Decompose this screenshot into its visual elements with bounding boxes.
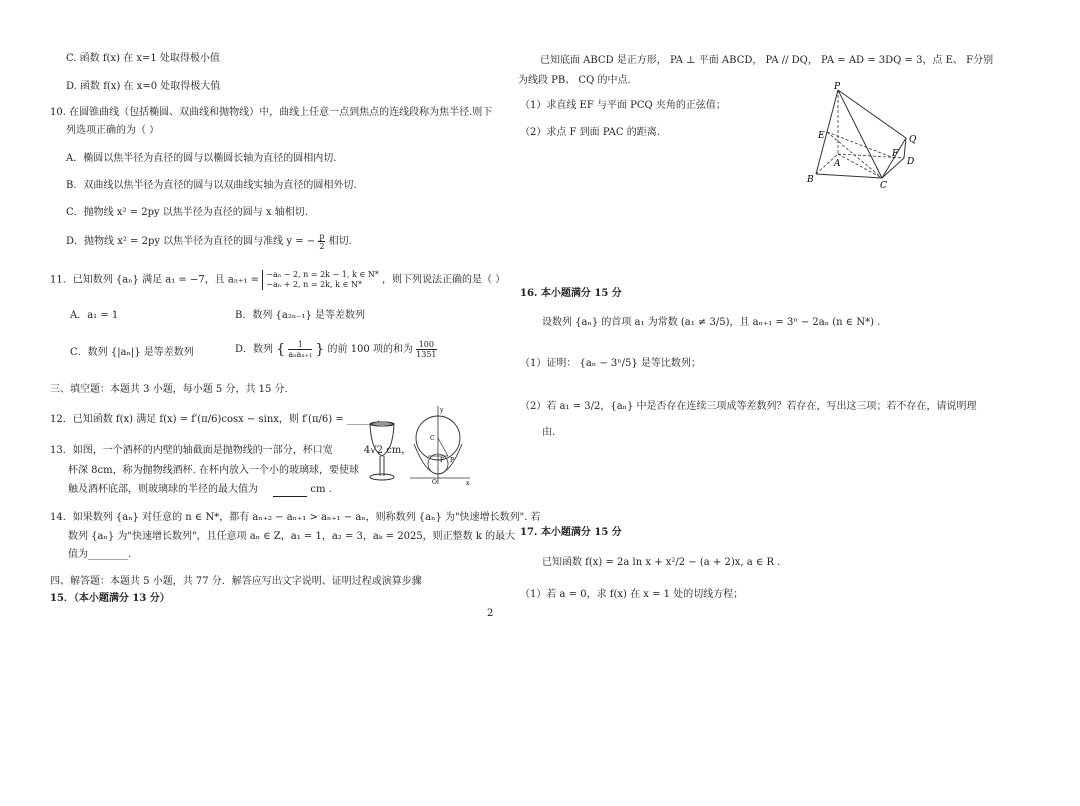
q10-option-b: B．双曲线以焦半径为直径的圆与以双曲线实轴为直径的圆相外切. <box>66 180 357 191</box>
q15-body-line1: 已知底面 ABCD 是正方形， PA ⊥ 平面 ABCD， PA // DQ， PA = AD = 3DQ = 3，点 E、 F分别 <box>540 55 994 66</box>
q15-part1: （1）求直线 EF 与平面 PCQ 夹角的正弦值； <box>520 100 726 111</box>
q16-body: 设数列 {aₙ} 的首项 a₁ 为常数 (a₁ ≠ 3/5)，且 aₙ₊₁ = 3ⁿ − 2aₙ (n ∈ N*) . <box>542 317 881 328</box>
figure-label-x: x <box>466 480 470 486</box>
q13-line1 <box>50 444 411 458</box>
q9-option-d: D. 函数 f(x) 在 x=0 处取得极大值 <box>66 81 221 92</box>
q17-body: 已知函数 f(x) = 2a ln x + x²/2 − (a + 2)x, a ∈ R . <box>542 557 781 568</box>
q15-body-line2: 为线段 PB、 CQ 的中点. <box>518 75 631 86</box>
solid-label-a: A <box>834 159 841 169</box>
q11-option-d-mid: 的前 100 项的和为 <box>327 344 413 355</box>
solid-label-q: Q <box>909 135 917 145</box>
solid-label-f: F <box>892 149 899 159</box>
q13-line3 <box>68 483 332 497</box>
q10-option-a: A．椭圆以焦半径为直径的圆与以椭圆长轴为直径的圆相内切. <box>66 153 337 164</box>
parabola-cross-section-figure <box>408 404 472 486</box>
q16-part1: （1）证明： {aₙ − 3ⁿ/5} 是等比数列； <box>520 358 701 369</box>
q13-answer-blank <box>273 486 307 497</box>
q13-unit: cm . <box>310 484 332 495</box>
q11-option-d-text: D．数列 <box>235 344 274 355</box>
solid-label-d: D <box>907 157 915 167</box>
q17-heading: 17. 本小题满分 15 分 <box>520 527 622 538</box>
solid-label-e: E <box>818 131 825 141</box>
q11-option-c: C．数列 {|aₙ|} 是等差数列 <box>70 347 194 358</box>
q11-case1: −aₙ − 2, n = 2k − 1, k ∈ N* <box>266 270 379 279</box>
p-over-2-fraction: $\frac{p}{2}$ <box>319 232 325 251</box>
q11-piecewise <box>262 270 379 290</box>
section3-heading: 三、填空题：本题共 3 小题，每小题 5 分，共 15 分. <box>50 384 288 395</box>
q11-stem-text: 11．已知数列 {aₙ} 满足 a₁ = −7，且 aₙ₊₁ = <box>50 274 260 286</box>
figure-label-p: P <box>450 457 455 464</box>
q11-stem <box>50 270 505 290</box>
solid-label-b: B <box>807 175 814 185</box>
q12: 12．已知函数 f(x) 满足 f(x) = f′(π/6)cosx − sinx，则 f′(π/6) = ______. <box>50 414 381 425</box>
q10-option-c: C．抛物线 x² = 2py 以焦半径为直径的圆与 x 轴相切. <box>66 207 308 218</box>
q11d-answer-fraction: $\frac{100}{1351}$ <box>416 340 437 359</box>
figure-label-f: F <box>440 457 445 464</box>
q16-part2: （2）若 a₁ = 3/2，{aₙ} 中是否存在连续三项成等差数列？若存在，写出这三项；若不存在，请说明理 <box>520 401 977 412</box>
section4-heading: 四、解答题：本题共 5 小题，共 77 分．解答应写出文字说明、证明过程或演算步骤 <box>50 576 422 587</box>
solid-label-p: P <box>834 82 841 92</box>
q11-option-b: B．数列 {a₂ₙ₋₁} 是等差数列 <box>235 310 366 321</box>
q10-stem-line1: 10. 在圆锥曲线（包括椭圆、双曲线和抛物线）中，曲线上任意一点到焦点的连线段称为焦半径.则下 <box>50 107 493 118</box>
q17-part1: （1）若 a = 0，求 f(x) 在 x = 1 处的切线方程； <box>520 589 744 600</box>
q9-option-c: C. 函数 f(x) 在 x=1 处取得极小值 <box>66 53 220 64</box>
q14-line3: 值为________. <box>68 549 132 560</box>
q10-option-d <box>66 232 352 251</box>
q14-line1: 14．如果数列 {aₙ} 对任意的 n ∈ N*，都有 aₙ₊₂ − aₙ₊₁ > aₙ₊₁ − aₙ，则称数列 {aₙ} 为"快速增长数列". 若 <box>50 512 541 523</box>
q11-option-d: D．数列 { $\frac{1}{\text{aₙaₙ₊₁}}$ } 的前 100 项的和为 $\frac{100}{1351}$ <box>235 340 437 359</box>
solid-label-c: C <box>880 181 887 190</box>
q11-stem-end: ，则下列说法正确的是（ ） <box>382 274 506 286</box>
q14-line2: 数列 {aₙ} 为"快速增长数列"，且任意项 aₙ ∈ Z，a₁ = 1，a₂ = 3，aₖ = 2025，则正整数 k 的最大 <box>68 531 516 542</box>
q13-line1-text: 13．如图，一个酒杯的内壁的轴截面是抛物线的一部分，杯口宽 <box>50 445 333 456</box>
q11-case2: −aₙ + 2, n = 2k, k ∈ N* <box>266 280 362 289</box>
q15-part2: （2）求点 F 到面 PAC 的距离. <box>520 127 660 138</box>
q10-stem-line2: 列选项正确的为（ ） <box>66 125 160 136</box>
pyramid-solid-figure <box>800 80 930 190</box>
q11-option-a: A．a₁ = 1 <box>70 310 119 321</box>
wine-glass-figure <box>364 420 400 482</box>
q15-heading: 15．（本小题满分 13 分） <box>50 593 170 604</box>
q10-option-d-text: D．抛物线 x² = 2py 以焦半径为直径的圆与准线 y = − <box>66 236 316 247</box>
q16-part2-end: 由. <box>542 427 556 438</box>
q13-line2: 杯深 8cm，称为抛物线酒杯. 在杯内放入一个小的玻璃球，要使球 <box>68 465 359 476</box>
page-number: 2 <box>487 608 494 619</box>
figure-label-y: y <box>440 407 444 414</box>
q13-line3-text: 触及酒杯底部，则玻璃球的半径的最大值为 <box>68 484 258 495</box>
q11d-fraction: $\frac{1}{\text{aₙaₙ₊₁}}$ <box>288 340 313 359</box>
q13-width: 4√2 cm， <box>363 445 412 456</box>
q10-option-d-end: 相切. <box>328 236 352 247</box>
q16-heading: 16. 本小题满分 15 分 <box>520 288 622 299</box>
figure-label-o: O <box>432 479 437 486</box>
figure-label-c: C <box>430 435 435 442</box>
